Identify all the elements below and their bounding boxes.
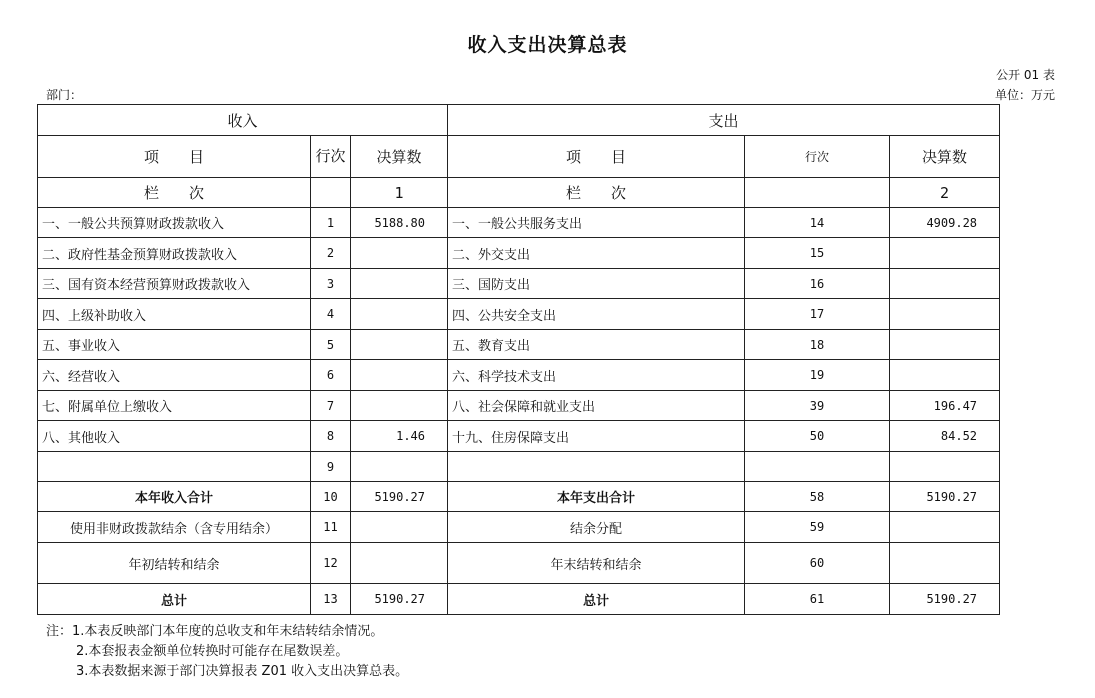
- table-row: [38, 391, 1000, 421]
- income-line: 2: [311, 238, 351, 269]
- income-line: 9: [311, 452, 351, 482]
- income-value: [351, 269, 448, 299]
- expense-column-number: 2: [890, 178, 1000, 208]
- income-item: 七、附属单位上缴收入: [38, 391, 311, 421]
- expense-item-header: 项 目: [448, 136, 745, 178]
- income-item-header: 项 目: [38, 136, 311, 178]
- expense-total-value: 5190.27: [890, 482, 1000, 512]
- footnote: 3.本表数据来源于部门决算报表 Z01 收入支出决算总表。: [76, 664, 409, 679]
- income-item: 八、其他收入: [38, 421, 311, 452]
- balance-row: [38, 543, 1000, 584]
- expense-item: 四、公共安全支出: [448, 299, 745, 330]
- expense-item: 五、教育支出: [448, 330, 745, 360]
- expense-section-header: 支出: [448, 105, 1000, 136]
- expense-value: 84.52: [890, 421, 1000, 452]
- page-title: 收入支出决算总表: [467, 34, 628, 56]
- expense-column-label: 栏 次: [448, 178, 745, 208]
- income-line: 13: [311, 584, 351, 615]
- income-total-label: 本年收入合计: [38, 482, 311, 512]
- expense-value: [890, 512, 1000, 543]
- income-line: 7: [311, 391, 351, 421]
- expense-item: 六、科学技术支出: [448, 360, 745, 391]
- expense-item: 十九、住房保障支出: [448, 421, 745, 452]
- expense-line-header: 行次: [745, 136, 890, 178]
- expense-value: [890, 269, 1000, 299]
- non-fiscal-row: [38, 512, 1000, 543]
- expense-line: [745, 452, 890, 482]
- expense-value: [890, 543, 1000, 584]
- income-value: [351, 512, 448, 543]
- budget-summary-table: [37, 104, 1000, 615]
- expense-line: 16: [745, 269, 890, 299]
- expense-line: 50: [745, 421, 890, 452]
- expense-value: 4909.28: [890, 208, 1000, 238]
- expense-line: 14: [745, 208, 890, 238]
- income-value: [351, 238, 448, 269]
- end-balance-label: 年末结转和结余: [448, 543, 745, 584]
- income-column-label: 栏 次: [38, 178, 311, 208]
- table-row: [38, 269, 1000, 299]
- form-code: 公开 01 表: [996, 68, 1055, 82]
- non-fiscal-label: 使用非财政拨款结余（含专用结余）: [38, 512, 311, 543]
- income-amount-header: 决算数: [351, 136, 448, 178]
- expense-amount-header: 决算数: [890, 136, 1000, 178]
- expense-item: [448, 452, 745, 482]
- table-row: [38, 452, 1000, 482]
- income-item: [38, 452, 311, 482]
- income-item: 二、政府性基金预算财政拨款收入: [38, 238, 311, 269]
- income-section-header: 收入: [38, 105, 448, 136]
- expense-line: 39: [745, 391, 890, 421]
- income-item: 五、事业收入: [38, 330, 311, 360]
- begin-balance-label: 年初结转和结余: [38, 543, 311, 584]
- footnote: 注：1.本表反映部门本年度的总收支和年末结转结余情况。: [46, 624, 384, 639]
- income-value: [351, 299, 448, 330]
- table-row: [38, 421, 1000, 452]
- income-column-number: 1: [351, 178, 448, 208]
- empty-cell: [745, 178, 890, 208]
- income-item: 六、经营收入: [38, 360, 311, 391]
- expense-value: [890, 452, 1000, 482]
- expense-item: 一、一般公共服务支出: [448, 208, 745, 238]
- income-item: 一、一般公共预算财政拨款收入: [38, 208, 311, 238]
- table-row: [38, 238, 1000, 269]
- table-row: [38, 299, 1000, 330]
- income-line: 6: [311, 360, 351, 391]
- income-line: 3: [311, 269, 351, 299]
- expense-item: 八、社会保障和就业支出: [448, 391, 745, 421]
- income-grand-total-value: 5190.27: [351, 584, 448, 615]
- income-line-header: 行次: [311, 136, 351, 178]
- grand-total-row: [38, 584, 1000, 615]
- expense-line: 15: [745, 238, 890, 269]
- income-grand-total-label: 总计: [38, 584, 311, 615]
- footnotes: [46, 622, 408, 682]
- income-value: 1.46: [351, 421, 448, 452]
- expense-line: 19: [745, 360, 890, 391]
- income-line: 5: [311, 330, 351, 360]
- surplus-distribution-label: 结余分配: [448, 512, 745, 543]
- expense-grand-total-value: 5190.27: [890, 584, 1000, 615]
- expense-line: 61: [745, 584, 890, 615]
- total-year-row: [38, 482, 1000, 512]
- income-value: [351, 391, 448, 421]
- expense-line: 18: [745, 330, 890, 360]
- expense-value: [890, 330, 1000, 360]
- expense-item: 二、外交支出: [448, 238, 745, 269]
- table-row: [38, 360, 1000, 391]
- expense-line: 60: [745, 543, 890, 584]
- income-line: 8: [311, 421, 351, 452]
- department-label: 部门：: [46, 88, 83, 102]
- expense-line: 58: [745, 482, 890, 512]
- expense-value: 196.47: [890, 391, 1000, 421]
- expense-value: [890, 238, 1000, 269]
- expense-item: 三、国防支出: [448, 269, 745, 299]
- income-value: [351, 360, 448, 391]
- expense-line: 17: [745, 299, 890, 330]
- expense-total-label: 本年支出合计: [448, 482, 745, 512]
- income-item: 四、上级补助收入: [38, 299, 311, 330]
- expense-line: 59: [745, 512, 890, 543]
- table-row: [38, 330, 1000, 360]
- expense-value: [890, 299, 1000, 330]
- expense-value: [890, 360, 1000, 391]
- income-line: 4: [311, 299, 351, 330]
- income-value: [351, 543, 448, 584]
- footnote: 2.本套报表金额单位转换时可能存在尾数误差。: [76, 644, 349, 659]
- table-row: [38, 208, 1000, 238]
- income-item: 三、国有资本经营预算财政拨款收入: [38, 269, 311, 299]
- income-line: 11: [311, 512, 351, 543]
- income-value: [351, 330, 448, 360]
- unit-label: 单位：万元: [994, 88, 1055, 102]
- income-value: [351, 452, 448, 482]
- income-line: 10: [311, 482, 351, 512]
- income-line: 12: [311, 543, 351, 584]
- income-line: 1: [311, 208, 351, 238]
- empty-cell: [311, 178, 351, 208]
- income-total-value: 5190.27: [351, 482, 448, 512]
- income-value: 5188.80: [351, 208, 448, 238]
- expense-grand-total-label: 总计: [448, 584, 745, 615]
